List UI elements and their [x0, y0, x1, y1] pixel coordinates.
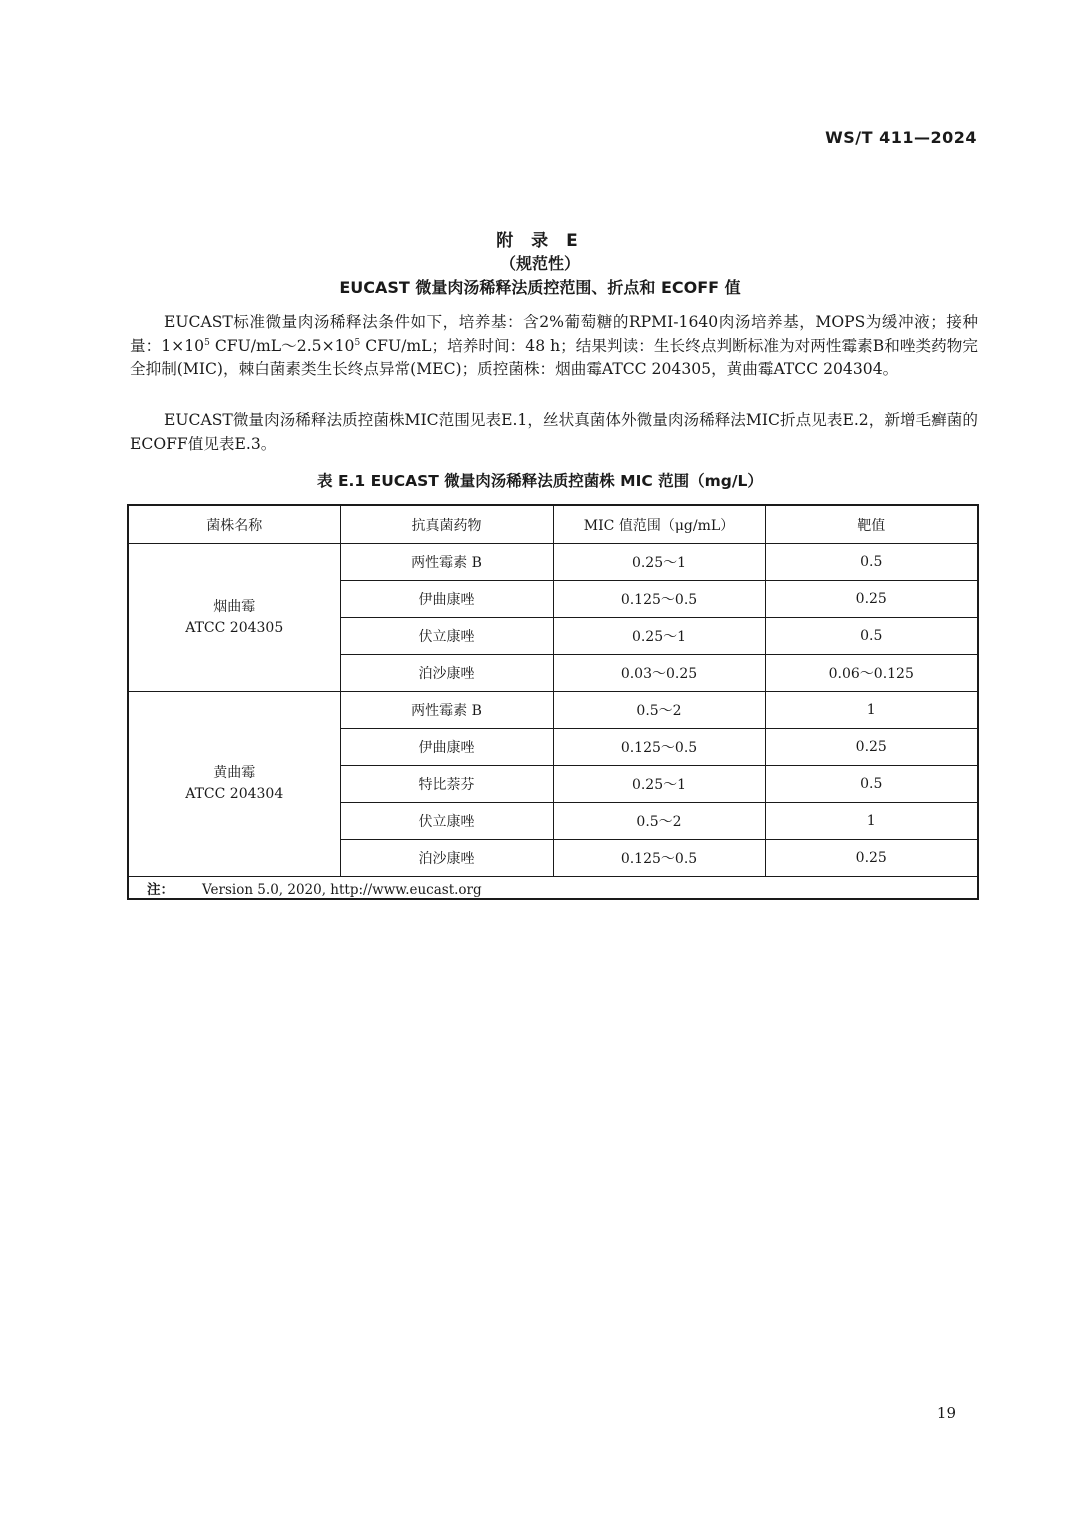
range-cell: 0.5～2 — [553, 692, 765, 729]
range-cell: 0.25～1 — [553, 766, 765, 803]
drug-cell: 伊曲康唑 — [340, 581, 553, 618]
range-cell: 0.125～0.5 — [553, 581, 765, 618]
strain-code: ATCC 204305 — [185, 619, 284, 636]
range-cell: 0.5～2 — [553, 803, 765, 840]
para1-superscript-2: 5 — [354, 337, 361, 348]
para1-superscript-1: 5 — [204, 337, 210, 348]
annex-type: （规范性） — [499, 254, 580, 273]
header-target: 靶值 — [765, 505, 978, 544]
range-cell: 0.125～0.5 — [553, 840, 765, 877]
target-cell: 1 — [765, 803, 978, 840]
paragraph-references — [130, 409, 978, 456]
note-text: Version 5.0, 2020, http://www.eucast.org — [202, 881, 482, 898]
header-strain: 菌株名称 — [128, 505, 340, 544]
drug-cell: 泊沙康唑 — [340, 655, 553, 692]
drug-cell: 伊曲康唑 — [340, 729, 553, 766]
drug-cell: 两性霉素 B — [340, 544, 553, 581]
target-cell: 0.25 — [765, 840, 978, 877]
strain-code: ATCC 204304 — [185, 786, 284, 802]
annex-name: EUCAST 微量肉汤稀释法质控范围、折点和 ECOFF 值 — [339, 278, 741, 297]
target-cell: 0.5 — [765, 618, 978, 655]
header-mic-range: MIC 值范围（μg/mL） — [553, 505, 765, 544]
drug-cell: 两性霉素 B — [340, 692, 553, 729]
note-label: 注： — [147, 881, 174, 898]
para1-text-end: CFU/mL；培养时间：48 h；结果判读：生长终点判断标准为对两性霉素B和唑类药物完全抑制(MIC)，棘白菌素类生长终点异常(MEC)；质控菌株：烟曲霉ATCC 204305，黄曲霉ATCC 204304。 — [130, 336, 978, 378]
qc-range-table — [127, 504, 979, 900]
paragraph-conditions — [130, 311, 978, 382]
target-cell: 0.25 — [765, 581, 978, 618]
target-cell: 0.06～0.125 — [765, 655, 978, 692]
strain-cell — [128, 544, 340, 692]
para1-text-start: EUCAST标准微量肉汤稀释法条件如下，培养基：含2%葡萄糖的RPMI-1640肉汤培养基，MOPS为缓冲液；接种量：1×10 — [130, 313, 978, 355]
target-cell: 0.5 — [765, 766, 978, 803]
table-note-row — [128, 877, 978, 900]
para1-text-middle: CFU/mL～2.5×10 — [209, 336, 355, 355]
target-cell: 0.5 — [765, 544, 978, 581]
range-cell: 0.25～1 — [553, 544, 765, 581]
table-caption: 表 E.1 EUCAST 微量肉汤稀释法质控菌株 MIC 范围（mg/L） — [317, 472, 763, 490]
range-cell: 0.03～0.25 — [553, 655, 765, 692]
para2-text: EUCAST微量肉汤稀释法质控菌株MIC范围见表E.1，丝状真菌体外微量肉汤稀释法MIC折点见表E.2，新增毛癣菌的ECOFF值见表E.3。 — [130, 411, 978, 453]
target-cell: 1 — [765, 692, 978, 729]
strain-name: 烟曲霉 — [213, 598, 256, 615]
drug-cell: 泊沙康唑 — [340, 840, 553, 877]
annex-title: 附 录 E — [496, 231, 584, 251]
standard-code: WS/T 411—2024 — [825, 128, 977, 147]
table-row — [128, 692, 978, 729]
table-row — [128, 544, 978, 581]
header-drug: 抗真菌药物 — [340, 505, 553, 544]
drug-cell: 特比萘芬 — [340, 766, 553, 803]
page-number: 19 — [936, 1404, 956, 1422]
table-note — [128, 877, 978, 900]
strain-cell — [128, 692, 340, 877]
target-cell: 0.25 — [765, 729, 978, 766]
range-cell: 0.25～1 — [553, 618, 765, 655]
table-header-row — [128, 505, 978, 544]
drug-cell: 伏立康唑 — [340, 803, 553, 840]
drug-cell: 伏立康唑 — [340, 618, 553, 655]
strain-name: 黄曲霉 — [213, 765, 256, 781]
range-cell: 0.125～0.5 — [553, 729, 765, 766]
